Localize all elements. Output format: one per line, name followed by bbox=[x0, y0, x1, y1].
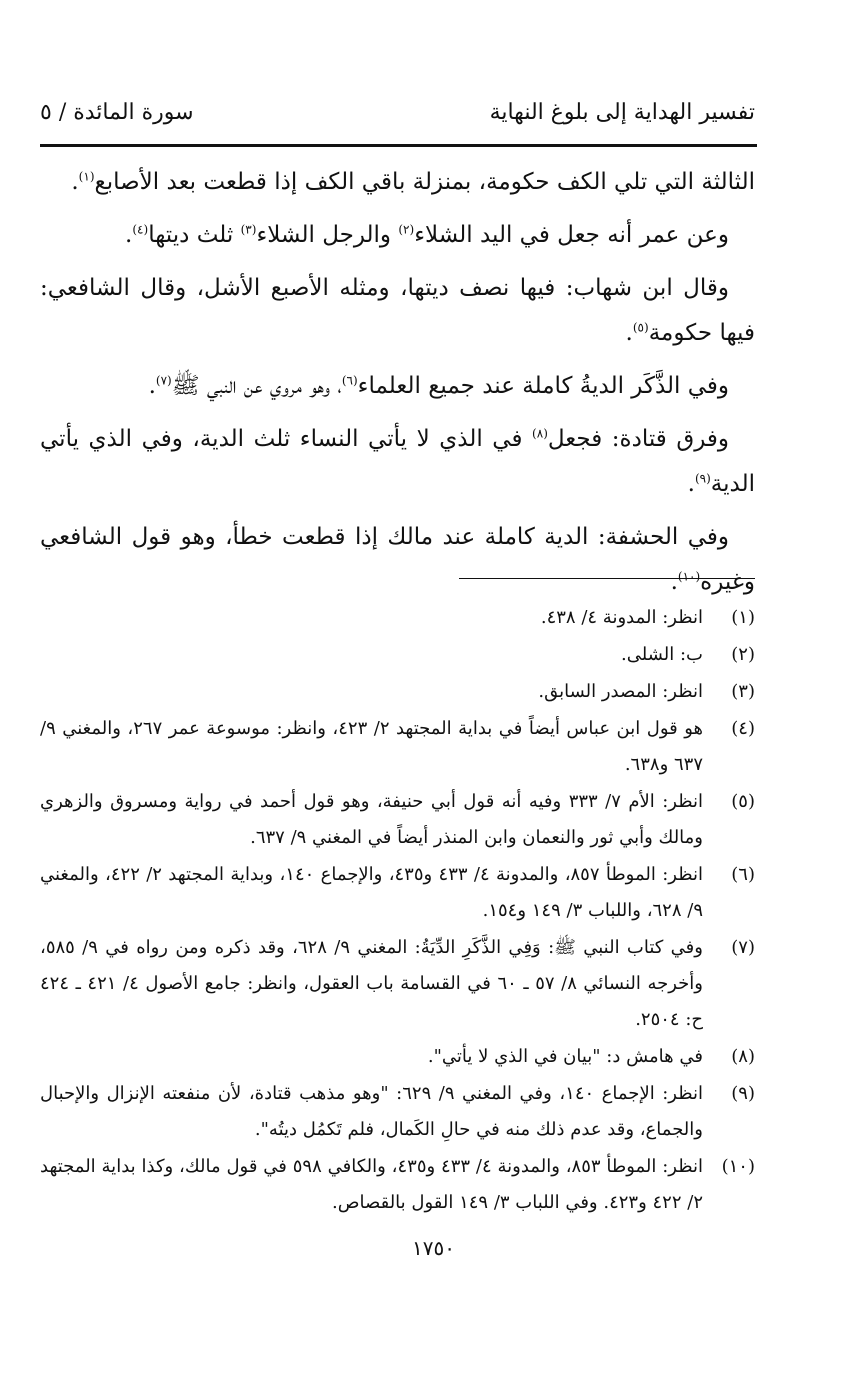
footnote-text: هو قول ابن عباس أيضاً في بداية المجتهد ٢/ ٤٢٣، وانظر: موسوعة عمر ٢٦٧، والمغني ٩/ ٦٣٧ و٦٣٨. bbox=[40, 718, 703, 775]
page-number: ١٧٥٠ bbox=[412, 1236, 455, 1260]
footnote-item bbox=[40, 711, 755, 783]
footnote-number: (٥) bbox=[731, 791, 755, 812]
footnote-text: ب: الشلى. bbox=[621, 644, 703, 665]
footnote-text: انظر: الموطأ ٨٥٣، والمدونة ٤/ ٤٣٣ و٤٣٥، والكافي ٥٩٨ في قول مالك، وكذا بداية المجتهد ٢/ ٤٢٢ و٤٢٣. وفي اللباب ٣/ ١٤٩ القول بالقصاص. bbox=[40, 1156, 704, 1213]
footnote-ref: (٥) bbox=[632, 320, 649, 335]
footnote-number: (٦) bbox=[731, 864, 755, 885]
footnote-ref: (٧) bbox=[155, 373, 172, 388]
footnote-text: في هامش د: "بيان في الذي لا يأتي". bbox=[427, 1046, 703, 1067]
footnote-item bbox=[40, 600, 755, 636]
running-header bbox=[40, 100, 755, 136]
footnote-ref: (٦) bbox=[341, 373, 358, 388]
footnote-item bbox=[40, 857, 755, 929]
footnote-ref: (٣) bbox=[240, 222, 257, 237]
footnote-number: (٧) bbox=[731, 937, 755, 958]
footnote-item bbox=[40, 930, 755, 1038]
footnote-ref: (١٠) bbox=[677, 569, 701, 584]
footnote-ref: (٩) bbox=[694, 471, 711, 486]
footnotes-list bbox=[40, 600, 755, 1222]
paragraph: وفي الذَّكَر الديةُ كاملة عند جميع العلماء$^{(٦)}$، وهو مروي عن النبي ﷺ$^{(٧)}$. bbox=[148, 373, 729, 399]
paragraph: وفرق قتادة: فجعل$^{(٨)}$ في الذي لا يأتي النساء ثلث الدية، وفي الذي يأتي الدية$^{(٩)}$. bbox=[40, 426, 755, 497]
footnote-number: (٤) bbox=[731, 718, 755, 739]
footnote-item bbox=[40, 1149, 755, 1221]
footnote-text: انظر: الأم ٧/ ٣٣٣ وفيه أنه قول أبي حنيفة، وهو قول أحمد في رواية ومسروق والزهري ومالك وأبي ثور والنعمان وابن المنذر أيضاً في المغني ٩/ ٦٣٧. bbox=[40, 791, 703, 848]
footnote-item bbox=[40, 637, 755, 673]
book-title: تفسير الهداية إلى بلوغ النهاية bbox=[489, 100, 755, 125]
footnote-item bbox=[40, 674, 755, 710]
paragraph: الثالثة التي تلي الكف حكومة، بمنزلة باقي الكف إذا قطعت بعد الأصابع$^{(١)}$. bbox=[71, 169, 755, 195]
main-text bbox=[40, 160, 755, 613]
footnote-text: انظر: الموطأ ٨٥٧، والمدونة ٤/ ٤٣٣ و٤٣٥، والإجماع ١٤٠، وبداية المجتهد ٢/ ٤٢٢، والمغني ٩/ ٦٢٨، واللباب ٣/ ١٤٩ و١٥٤. bbox=[40, 864, 703, 921]
paragraph: وفي الحشفة: الدية كاملة عند مالك إذا قطعت خطأ، وهو قول الشافعي وغيره$^{(١٠)}$. bbox=[40, 524, 755, 595]
paragraph: وعن عمر أنه جعل في اليد الشلاء$^{(٢)}$ والرجل الشلاء$^{(٣)}$ ثلث ديتها$^{(٤)}$. bbox=[125, 222, 729, 248]
surah-page-label: سورة المائدة / ٥ bbox=[40, 100, 194, 125]
footnote-number: (٣) bbox=[731, 681, 755, 702]
footnote-text: انظر: الإجماع ١٤٠، وفي المغني ٩/ ٦٢٩: "وهو مذهب قتادة، لأن منفعته الإنزال والإحبال والجماع، وقد عدم ذلك منه في حالِ الكَمال، فلم تَكمُل ديتُه". bbox=[40, 1083, 703, 1140]
footnote-ref: (٨) bbox=[532, 426, 548, 441]
footnote-ref: (٤) bbox=[132, 222, 149, 237]
footnote-text: انظر: المصدر السابق. bbox=[538, 681, 703, 702]
footnote-item bbox=[40, 1076, 755, 1148]
footnote-text: وفي كتاب النبي ﷺ: وَفِي الذَّكَرِ الدِّيَةُ: المغني ٩/ ٦٢٨، وقد ذكره ومن رواه في ٩/ ٥٨٥، وأخرجه النسائي ٨/ ٥٧ ـ ٦٠ في القسامة باب العقول، وانظر: جامع الأصول ٤/ ٤٢١ ـ ٤٢٤ ح: ٢٥٠٤. bbox=[40, 937, 703, 1030]
paragraph: وقال ابن شهاب: فيها نصف ديتها، ومثله الأصبع الأشل، وقال الشافعي: فيها حكومة$^{(٥)}$. bbox=[40, 275, 755, 346]
header-rule bbox=[40, 144, 757, 147]
footnote-ref: (١) bbox=[78, 169, 95, 184]
footnote-item bbox=[40, 1039, 755, 1075]
footnote-item bbox=[40, 784, 755, 856]
footnote-text: انظر: المدونة ٤/ ٤٣٨. bbox=[540, 607, 703, 628]
footnote-number: (٩) bbox=[731, 1083, 755, 1104]
footnote-number: (١) bbox=[731, 607, 755, 628]
footnote-number: (٢) bbox=[731, 644, 755, 665]
footnote-number: (٨) bbox=[731, 1046, 755, 1067]
footnote-rule bbox=[459, 578, 755, 579]
footnote-ref: (٢) bbox=[398, 222, 415, 237]
footnote-number: (١٠) bbox=[721, 1156, 755, 1177]
